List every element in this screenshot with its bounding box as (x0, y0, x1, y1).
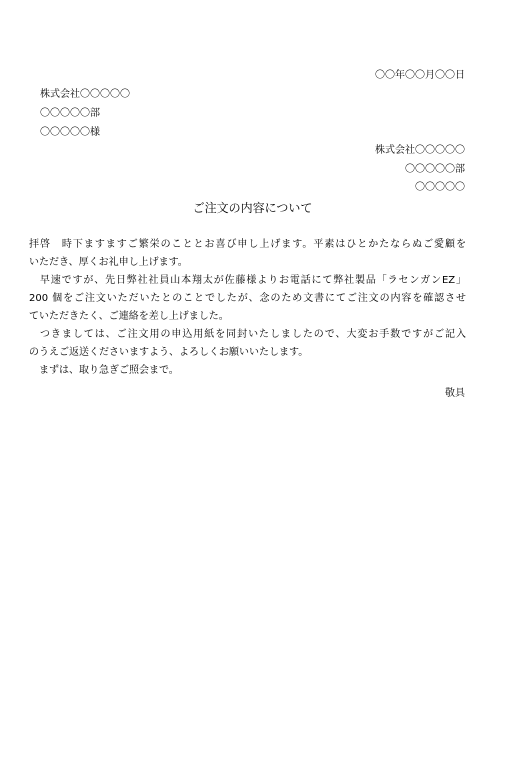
letter-closing: 敬具 (445, 388, 465, 399)
recipient-name: 〇〇〇〇〇様 (40, 127, 100, 138)
body-line: 200 個をご注文いただいたとのことでしたが、念のため文書にてご注文の内容を確認させ (29, 293, 466, 304)
letter-date: 〇〇年〇〇月〇〇日 (375, 70, 465, 81)
sender-company: 株式会社〇〇〇〇〇 (375, 145, 465, 156)
sender-name: 〇〇〇〇〇 (415, 182, 465, 193)
body-line: いただき、厚くお礼申し上げます。 (29, 257, 188, 268)
recipient-department: 〇〇〇〇〇部 (40, 108, 100, 119)
body-line: つきましては、ご注文用の申込用紙を同封いたしましたので、大変お手数ですがご記入 (29, 329, 466, 340)
letter-body (29, 236, 466, 380)
recipient-company: 株式会社〇〇〇〇〇 (40, 89, 130, 100)
body-line: 早速ですが、先日弊社社員山本翔太が佐藤様よりお電話にて弊社製品「ラセンガンEZ」 (29, 275, 466, 286)
body-line: ていただきたく、ご連絡を差し上げました。 (29, 311, 229, 322)
body-line: のうえご返送くださいますよう、よろしくお願いいたします。 (29, 347, 309, 358)
letter-title: ご注文の内容について (192, 201, 313, 215)
sender-department: 〇〇〇〇〇部 (405, 164, 465, 175)
body-line: まずは、取り急ぎご照会まで。 (29, 365, 179, 376)
body-line: 拝啓 時下ますますご繁栄のこととお喜び申し上げます。平素はひとかたならぬご愛顧を (29, 239, 466, 250)
